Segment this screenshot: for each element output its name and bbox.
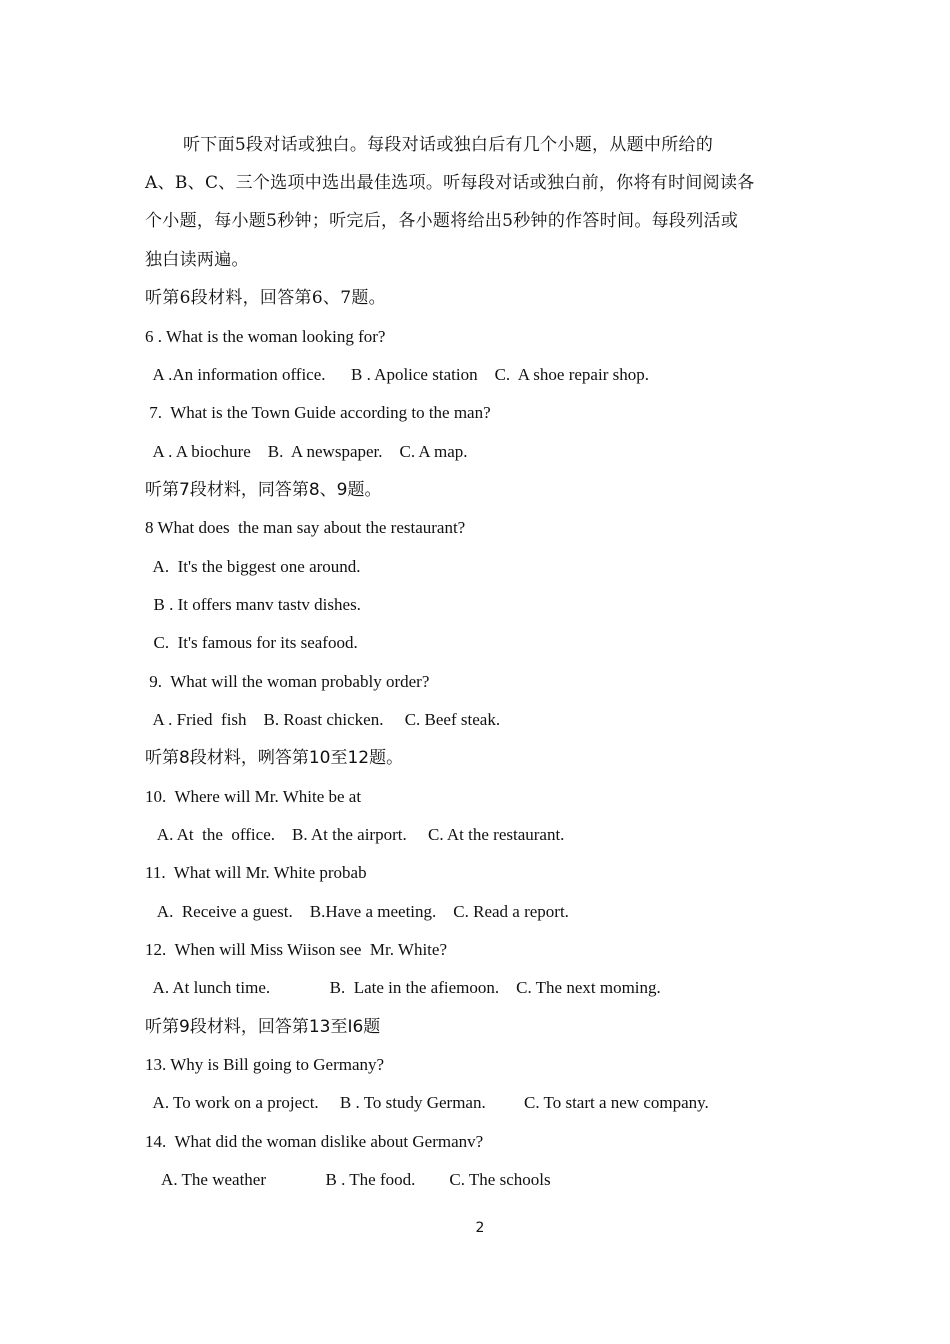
options-13: A. To work on a project. B . To study German. C. To start a new company.	[145, 1093, 709, 1112]
instructions-line-1: 听下面5段对话或独白。每段对话或独白后有几个小题，从题中所给的	[183, 135, 714, 155]
question-9: 9. What will the woman probably order?	[145, 672, 430, 691]
options-7: A . A biochure B. A newspaper. C. A map.	[145, 442, 468, 461]
options-12: A. At lunch time. B. Late in the afiemoon. C. The next moming.	[145, 978, 661, 997]
option-8c: C. It's famous for its seafood.	[145, 633, 358, 652]
options-9: A . Fried fish B. Roast chicken. C. Beef steak.	[145, 710, 501, 729]
instructions-line-2: A、B、C、三个选项中选出最佳选项。听每段对话或独白前，你将有时间阅读各	[145, 173, 755, 193]
instructions-line-4: 独白读两遍。	[145, 250, 249, 270]
question-11: 11. What will Mr. White probab	[145, 863, 367, 882]
options-11: A. Receive a guest. B.Have a meeting. C. Read a report.	[145, 902, 569, 921]
question-10: 10. Where will Mr. White be at	[145, 787, 362, 806]
instructions-line-3: 个小题，每小题5秒钟；听完后，各小题将给出5秒钟的作答时间。每段列活或	[145, 211, 739, 231]
question-12: 12. When will Miss Wiison see Mr. White?	[145, 940, 447, 959]
options-14: A. The weather B . The food. C. The schools	[145, 1170, 551, 1189]
section-heading-6: 听第6段材料，回答第6、7题。	[145, 288, 386, 308]
section-heading-9: 听第9段材料，回答第13至I6题	[145, 1017, 381, 1037]
question-8: 8 What does the man say about the restaurant?	[145, 518, 466, 537]
option-8a: A. It's the biggest one around.	[145, 557, 361, 576]
options-6: A .An information office. B . Apolice station C. A shoe repair shop.	[145, 365, 649, 384]
question-7: 7. What is the Town Guide according to the man?	[145, 403, 491, 422]
section-heading-7: 听第7段材料，同答第8、9题。	[145, 480, 382, 500]
page-number: 2	[475, 1220, 485, 1236]
question-14: 14. What did the woman dislike about Germanv?	[145, 1132, 484, 1151]
options-10: A. At the office. B. At the airport. C. At the restaurant.	[145, 825, 565, 844]
option-8b: B . It offers manv tastv dishes.	[145, 595, 361, 614]
question-13: 13. Why is Bill going to Germany?	[145, 1055, 385, 1074]
section-heading-8: 听第8段材料，咧答第10至12题。	[145, 748, 404, 768]
question-6: 6 . What is the woman looking for?	[145, 327, 386, 346]
